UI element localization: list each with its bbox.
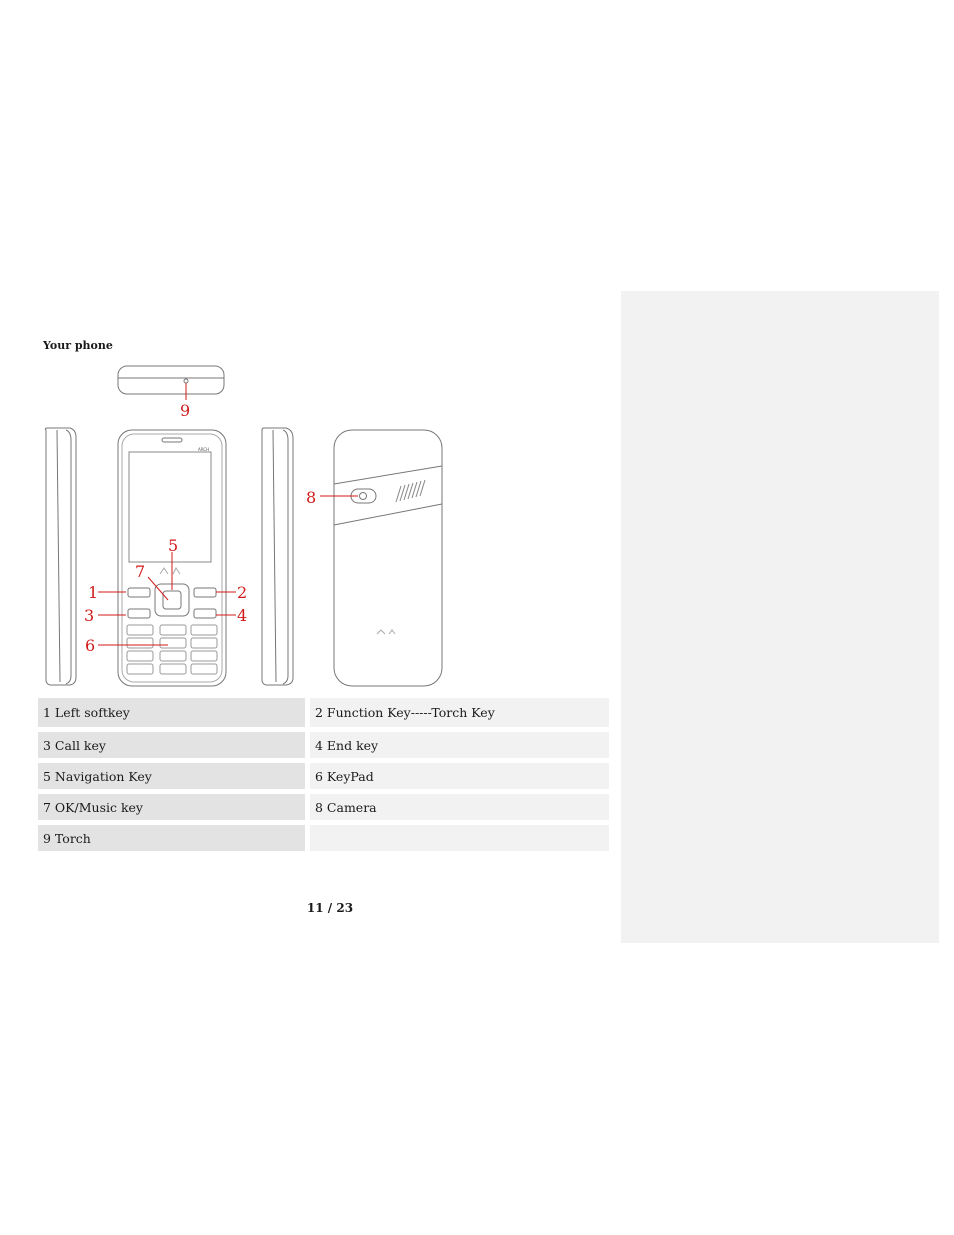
table-cell: 6 KeyPad — [310, 763, 609, 789]
callout-8: 8 — [306, 488, 317, 507]
callout-2: 2 — [237, 583, 248, 602]
callout-7: 7 — [135, 562, 146, 581]
table-cell: 8 Camera — [310, 794, 609, 820]
table-cell — [310, 825, 609, 851]
table-row — [38, 763, 609, 789]
table-row — [38, 732, 609, 758]
callout-9: 9 — [180, 401, 191, 420]
side-panel — [621, 291, 939, 943]
callout-6: 6 — [85, 636, 96, 655]
section-heading: Your phone — [43, 339, 113, 352]
table-cell: 3 Call key — [38, 732, 305, 758]
table-row — [38, 794, 609, 820]
callout-3: 3 — [84, 606, 95, 625]
callout-5: 5 — [168, 536, 179, 555]
phone-back-view — [334, 430, 442, 686]
table-cell: 4 End key — [310, 732, 609, 758]
callout-lines — [98, 383, 358, 645]
table-cell: 1 Left softkey — [38, 698, 305, 727]
callout-4: 4 — [237, 606, 248, 625]
phone-left-side-view — [45, 428, 76, 685]
table-cell: 2 Function Key-----Torch Key — [310, 698, 609, 727]
table-row — [38, 825, 609, 851]
table-cell: 5 Navigation Key — [38, 763, 305, 789]
table-cell: 9 Torch — [38, 825, 305, 851]
table-cell: 7 OK/Music key — [38, 794, 305, 820]
page-number: 11 / 23 — [306, 901, 354, 915]
table-row — [38, 698, 609, 727]
phone-right-side-view — [262, 428, 293, 685]
callout-1: 1 — [88, 583, 99, 602]
key-legend-table — [38, 698, 609, 856]
phone-diagram — [40, 362, 450, 692]
phone-top-view — [118, 366, 224, 394]
brand-label: ARCH — [198, 447, 210, 452]
